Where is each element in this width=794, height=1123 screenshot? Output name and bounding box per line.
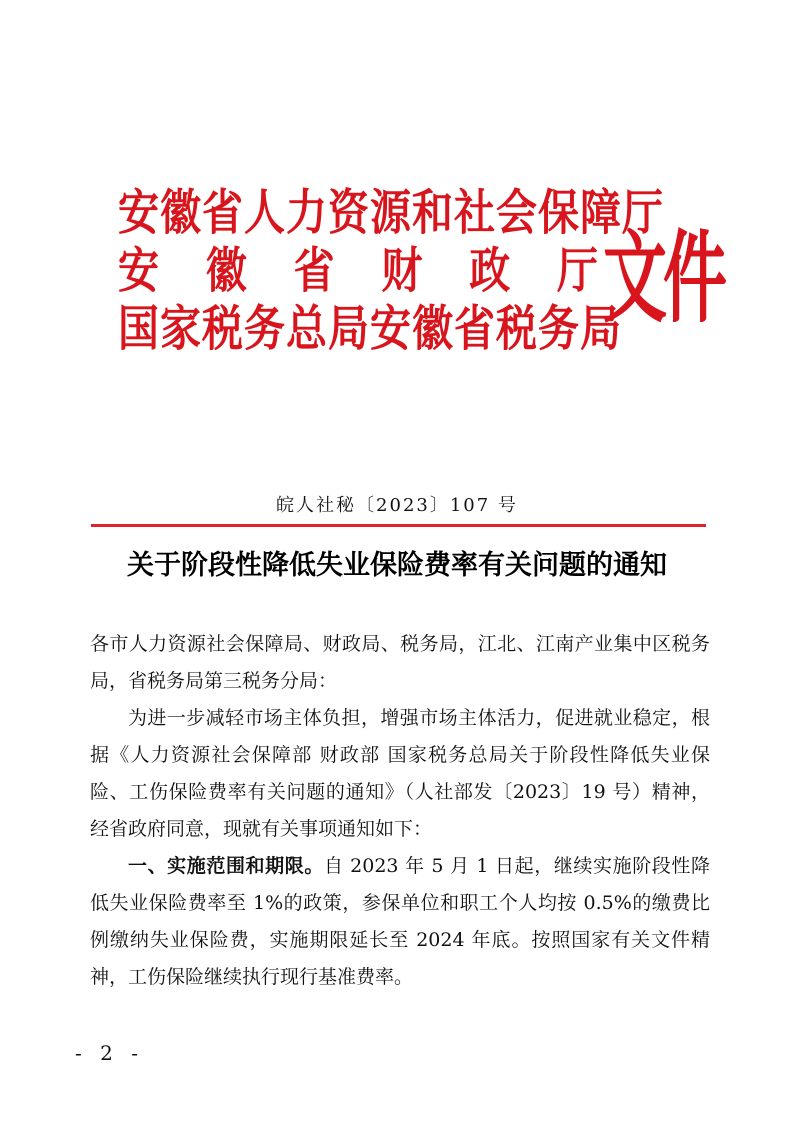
issuer-hrss: 安徽省人力资源和社会保障厅 xyxy=(118,184,664,241)
addressee: 各市人力资源社会保障局、财政局、税务局，江北、江南产业集中区税务局，省税务局第三税务分局： xyxy=(90,633,710,692)
paragraph-text: 为进一步减轻市场主体负担，增强市场主体活力，促进就业稳定，根据《人力资源社会保障部 财政部 国家税务总局关于阶段性降低失业保险、工伤保险费率有关问题的通知》（人社部发〔2023〕19 号）精神，经省政府同意，现就有关事项通知如下： xyxy=(90,707,710,840)
issuer-finance-char: 财 xyxy=(381,242,423,299)
document-title: 关于阶段性降低失业保险费率有关问题的通知 xyxy=(127,550,667,581)
issuer-finance-char: 省 xyxy=(293,242,335,299)
paragraph-intro xyxy=(90,700,710,848)
red-separator-line xyxy=(91,524,706,527)
document-body xyxy=(90,626,710,996)
paragraph-scope xyxy=(90,848,710,996)
paragraph-text: 自 2023 年 5 月 1 日起，继续实施阶段性降低失业保险费率至 1%的政策，参保单位和职工个人均按 0.5%的缴费比例缴纳失业保险费，实施期限延长至 2024 年底。按照国家有关文件精神，工伤保险继续执行现行基准费率。 xyxy=(90,855,710,988)
page-number: - 2 - xyxy=(75,1041,144,1065)
issuer-finance-char: 徽 xyxy=(205,242,247,299)
issuer-tax: 国家税务总局安徽省税务局 xyxy=(118,300,622,357)
issuer-finance-char: 政 xyxy=(469,242,511,299)
issuer-finance-char: 厅 xyxy=(556,242,598,299)
issuer-finance-char: 安 xyxy=(118,242,159,299)
section-heading: 一、实施范围和期限。 xyxy=(128,855,324,877)
document-type-mark: 文件 xyxy=(603,221,723,338)
document-number: 皖人社秘〔2023〕107 号 xyxy=(276,495,518,516)
